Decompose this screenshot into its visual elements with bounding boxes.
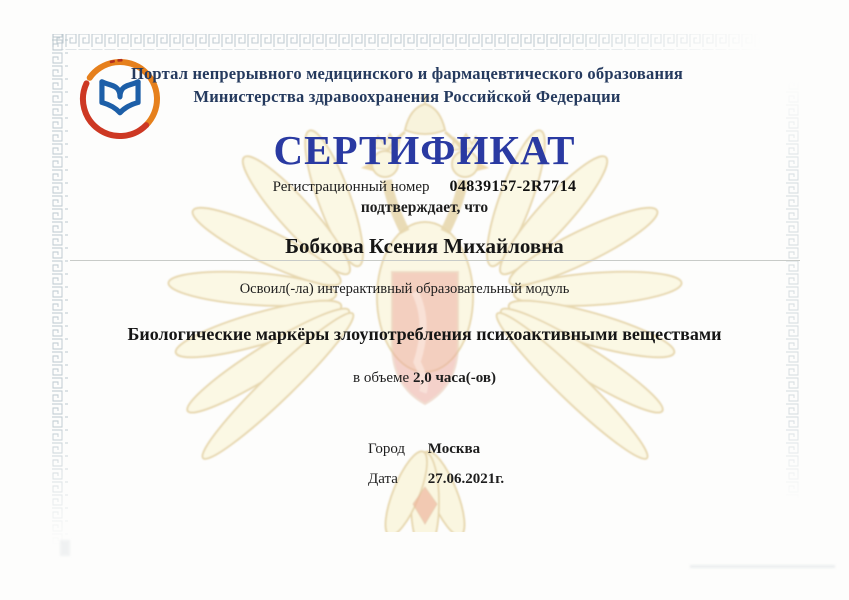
- completed-label: Освоил(-ла) интерактивный образовательный модуль: [239, 281, 570, 297]
- volume-value: 2,0 часа(-ов): [412, 370, 496, 386]
- date-label: Дата: [368, 471, 398, 487]
- registration-row: [0, 178, 849, 196]
- city-row: [368, 441, 480, 458]
- portal-header: [0, 62, 814, 108]
- volume-prefix: в объеме: [353, 370, 410, 386]
- name-underline: [70, 260, 800, 261]
- module-title: Биологические маркёры злоупотребления психоактивными веществами: [127, 324, 722, 344]
- certificate-title: СЕРТИФИКАТ: [273, 127, 576, 173]
- header-line-2: Министерства здравоохранения Российской Федерации: [193, 87, 621, 106]
- date-value: 27.06.2021г.: [427, 471, 505, 487]
- date-row: [368, 471, 504, 488]
- registration-label: Регистрационный номер: [272, 179, 430, 195]
- volume-row: [0, 370, 849, 387]
- confirms-text: подтверждает, что: [360, 199, 489, 216]
- city-value: Москва: [427, 441, 481, 457]
- header-line-1: Портал непрерывного медицинского и фармацевтического образования: [130, 64, 684, 83]
- city-label: Город: [368, 441, 406, 457]
- recipient-name: Бобкова Ксения Михайловна: [285, 234, 564, 258]
- registration-number: 04839157-2R7714: [449, 178, 577, 195]
